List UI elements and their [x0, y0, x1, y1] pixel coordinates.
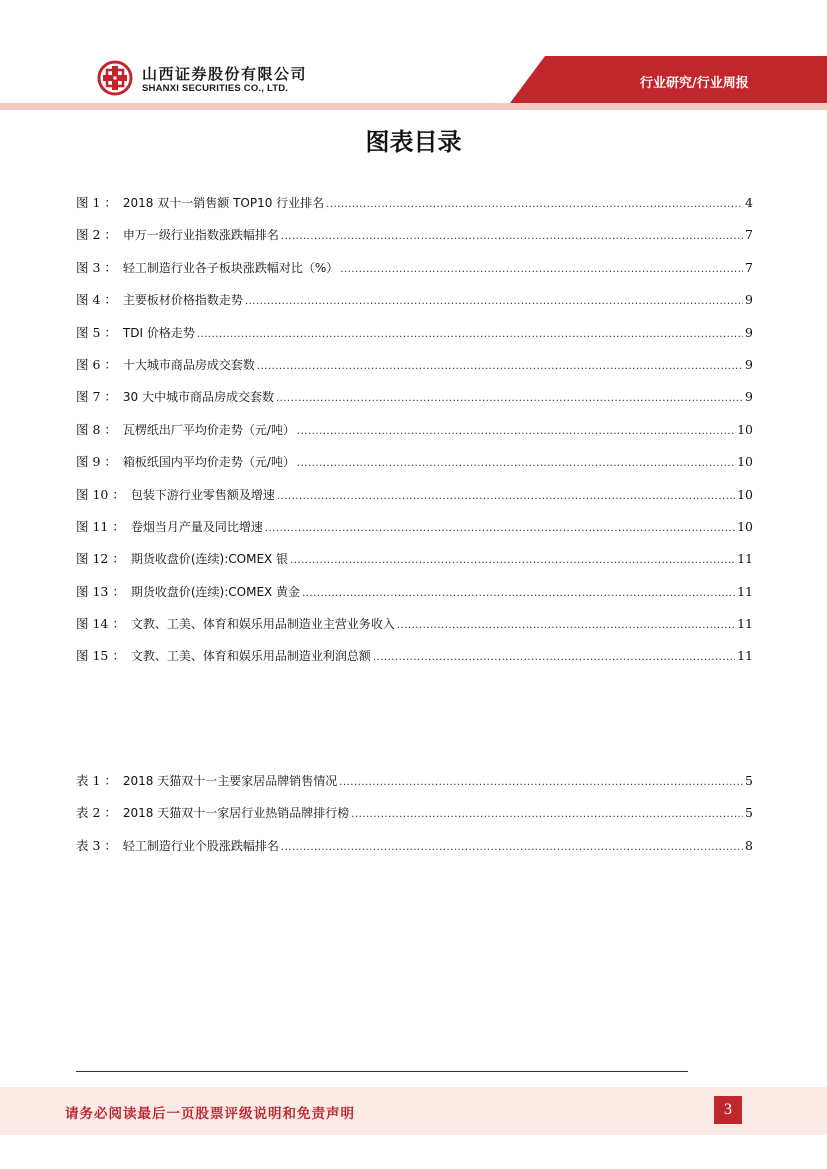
dot-leader	[373, 652, 735, 663]
figure-entry-prefix: 图 1 ：	[76, 195, 117, 210]
figure-entry[interactable]	[76, 485, 753, 517]
figure-entry-title[interactable]: 30 大中城市商品房成交套数	[122, 390, 274, 405]
dot-leader	[290, 555, 735, 566]
figure-entry-prefix: 图 2 ：	[76, 227, 117, 243]
figure-entry-page-number: 7	[745, 259, 753, 275]
dot-leader	[340, 264, 743, 275]
table-entry[interactable]	[76, 836, 753, 868]
dot-leader	[197, 329, 743, 340]
dot-leader	[276, 393, 743, 404]
figure-entry-title[interactable]: 瓦楞纸出厂平均价走势（元/吨）	[122, 422, 295, 437]
figure-list	[76, 193, 753, 679]
figure-entry-page-number: 9	[745, 324, 753, 340]
figure-entry-page-number: 11	[737, 648, 753, 664]
figure-entry[interactable]	[76, 225, 753, 257]
figure-entry-prefix: 图 8 ：	[76, 421, 117, 437]
figure-entry-title[interactable]: 期货收盘价(连续):COMEX 黄金	[130, 584, 301, 599]
dot-leader	[397, 620, 735, 631]
table-entry-prefix: 表 3 ：	[76, 837, 117, 853]
figure-entry-page-number: 10	[737, 518, 753, 534]
figure-entry-page-number: 4	[745, 195, 753, 210]
dot-leader	[265, 523, 735, 534]
dot-leader	[245, 296, 743, 307]
figure-entry-prefix: 图 10 ：	[76, 486, 125, 502]
figure-entry-prefix: 图 6 ：	[76, 356, 117, 372]
figure-entry[interactable]	[76, 420, 753, 452]
figure-entry-page-number: 10	[737, 486, 753, 502]
figure-entry[interactable]	[76, 582, 753, 614]
dot-leader	[302, 588, 735, 599]
figure-entry-title[interactable]: 期货收盘价(连续):COMEX 银	[130, 552, 289, 567]
figure-entry-prefix: 图 14 ：	[76, 616, 125, 632]
figure-entry-prefix: 图 9 ：	[76, 454, 117, 470]
figure-entry-page-number: 9	[745, 292, 753, 308]
figure-entry-title[interactable]: 主要板材价格指数走势	[122, 293, 243, 308]
figure-entry-prefix: 图 7 ：	[76, 389, 117, 405]
figure-entry[interactable]	[76, 387, 753, 419]
figure-entry-title[interactable]: 箱板纸国内平均价走势（元/吨）	[122, 455, 295, 470]
table-entry-prefix: 表 1 ：	[76, 773, 117, 788]
figure-entry-title[interactable]: 十大城市商品房成交套数	[122, 357, 255, 372]
dot-leader	[297, 458, 735, 469]
dot-leader	[281, 842, 743, 853]
dot-leader	[297, 426, 735, 437]
table-entry-title[interactable]: 2018 天猫双十一家居行业热销品牌排行榜	[122, 806, 350, 821]
figure-entry-title[interactable]: 卷烟当月产量及同比增速	[130, 519, 263, 534]
table-entry-page-number: 5	[745, 773, 753, 788]
footer-disclaimer: 请务必阅读最后一页股票评级说明和免责声明	[65, 1106, 355, 1122]
figure-entry-title[interactable]: 轻工制造行业各子板块涨跌幅对比（%）	[122, 260, 339, 275]
figure-entry-title[interactable]: 包装下游行业零售额及增速	[130, 487, 275, 502]
footer-divider	[76, 1071, 688, 1072]
figure-entry[interactable]	[76, 355, 753, 387]
page-number: 3	[714, 1096, 742, 1124]
table-entry-page-number: 8	[745, 837, 753, 853]
figure-entry[interactable]	[76, 193, 753, 225]
figure-entry-prefix: 图 4 ：	[76, 292, 117, 308]
dot-leader	[257, 361, 743, 372]
table-entry[interactable]	[76, 803, 753, 835]
figure-entry-page-number: 11	[737, 551, 753, 567]
table-entry-title[interactable]: 2018 天猫双十一主要家居品牌销售情况	[122, 774, 338, 788]
figure-entry[interactable]	[76, 258, 753, 290]
table-entry[interactable]	[76, 771, 753, 803]
figure-entry-title[interactable]: TDI 价格走势	[122, 325, 195, 340]
figure-entry-title[interactable]: 文教、工美、体育和娱乐用品制造业利润总额	[130, 649, 371, 664]
table-entry-prefix: 表 2 ：	[76, 805, 117, 821]
dot-leader	[277, 491, 735, 502]
dot-leader	[281, 231, 743, 242]
company-name-en: SHANXI SECURITIES CO., LTD.	[142, 83, 289, 94]
figure-entry-page-number: 7	[745, 227, 753, 243]
report-type-label: 行业研究/行业周报	[640, 76, 749, 91]
figure-entry-prefix: 图 11 ：	[76, 518, 125, 534]
figure-entry[interactable]	[76, 549, 753, 581]
figure-entry-title[interactable]: 申万一级行业指数涨跌幅排名	[122, 228, 279, 243]
figure-entry[interactable]	[76, 452, 753, 484]
figure-entry-title[interactable]: 2018 双十一销售额 TOP10 行业排名	[122, 196, 325, 210]
dot-leader	[339, 777, 743, 788]
table-list	[76, 771, 753, 868]
figure-entry-prefix: 图 15 ：	[76, 648, 125, 664]
figure-entry-prefix: 图 5 ：	[76, 324, 117, 340]
figure-entry[interactable]	[76, 614, 753, 646]
figure-entry-page-number: 10	[737, 454, 753, 470]
figure-entry-prefix: 图 13 ：	[76, 583, 125, 599]
figure-entry-page-number: 9	[745, 356, 753, 372]
page-header	[0, 0, 827, 110]
figure-entry-page-number: 11	[737, 583, 753, 599]
figure-entry[interactable]	[76, 517, 753, 549]
figure-entry-prefix: 图 3 ：	[76, 259, 117, 275]
figure-entry[interactable]	[76, 323, 753, 355]
company-logo-icon	[97, 60, 133, 96]
figure-entry-prefix: 图 12 ：	[76, 551, 125, 567]
company-name-cn: 山西证券股份有限公司	[142, 65, 308, 83]
figure-entry-page-number: 9	[745, 389, 753, 405]
figure-entry[interactable]	[76, 290, 753, 322]
figure-entry-page-number: 10	[737, 421, 753, 437]
table-entry-page-number: 5	[745, 805, 753, 821]
dot-leader	[326, 199, 743, 210]
figure-entry[interactable]	[76, 646, 753, 678]
dot-leader	[351, 809, 743, 820]
page-title: 图表目录	[365, 128, 462, 156]
figure-entry-page-number: 11	[737, 616, 753, 632]
table-entry-title[interactable]: 轻工制造行业个股涨跌幅排名	[122, 838, 279, 853]
figure-entry-title[interactable]: 文教、工美、体育和娱乐用品制造业主营业务收入	[130, 617, 395, 632]
